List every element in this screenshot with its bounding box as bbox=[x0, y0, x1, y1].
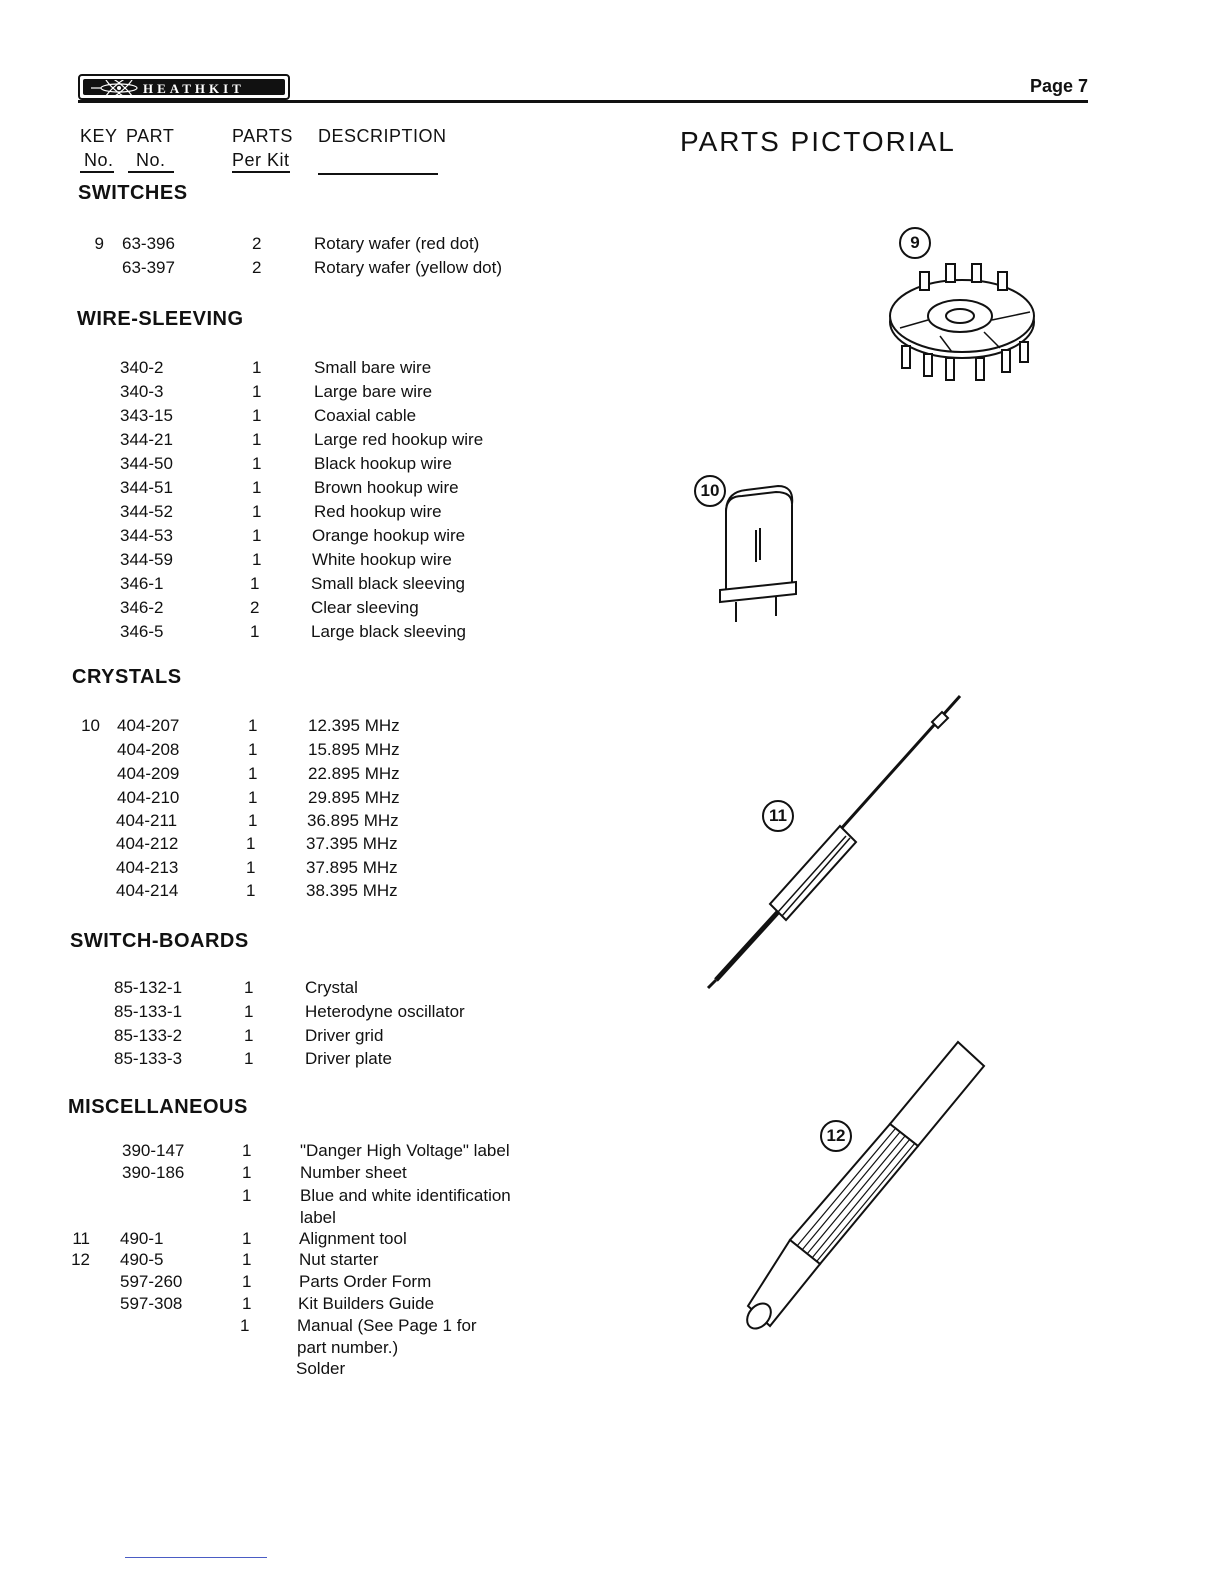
part-number: 344-53 bbox=[120, 526, 173, 545]
crystal-illustration bbox=[716, 482, 800, 627]
quantity: 1 bbox=[252, 454, 262, 473]
callout-12: 12 bbox=[820, 1120, 852, 1152]
description: White hookup wire bbox=[312, 550, 452, 569]
part-number: 340-3 bbox=[120, 382, 164, 401]
quantity: 1 bbox=[252, 526, 262, 545]
quantity: 1 bbox=[250, 574, 260, 593]
description: Brown hookup wire bbox=[314, 478, 459, 497]
col-parts-subheader: Per Kit bbox=[232, 150, 290, 170]
description: Small bare wire bbox=[314, 358, 432, 377]
description: Parts Order Form bbox=[299, 1272, 432, 1291]
col-key-header: KEY bbox=[80, 126, 118, 146]
description-underline bbox=[318, 173, 438, 175]
description: Large bare wire bbox=[314, 382, 433, 401]
nut-starter-illustration bbox=[740, 1038, 1000, 1338]
part-number: 390-186 bbox=[122, 1163, 185, 1182]
quantity: 1 bbox=[246, 834, 256, 853]
heathkit-logo bbox=[78, 74, 290, 100]
quantity: 1 bbox=[246, 881, 256, 900]
part-number: 344-50 bbox=[120, 454, 173, 473]
col-part-header: PART bbox=[126, 126, 175, 146]
part-number: 346-5 bbox=[120, 622, 164, 641]
description: Black hookup wire bbox=[314, 454, 452, 473]
description: Rotary wafer (red dot) bbox=[314, 234, 480, 253]
section-title: CRYSTALS bbox=[72, 666, 182, 688]
description: 22.895 MHz bbox=[308, 764, 400, 783]
quantity: 2 bbox=[252, 234, 262, 253]
part-number: 340-2 bbox=[120, 358, 164, 377]
part-number: 490-5 bbox=[120, 1250, 164, 1269]
description: 38.395 MHz bbox=[306, 881, 398, 900]
quantity: 1 bbox=[250, 622, 260, 641]
description: Crystal bbox=[305, 978, 358, 997]
part-number: 490-1 bbox=[120, 1229, 164, 1248]
description: Heterodyne oscillator bbox=[305, 1002, 465, 1021]
part-number: 343-15 bbox=[120, 406, 173, 425]
quantity: 1 bbox=[248, 788, 258, 807]
part-underline bbox=[128, 171, 174, 173]
description: Solder bbox=[296, 1359, 346, 1378]
section-title: WIRE-SLEEVING bbox=[77, 308, 244, 330]
quantity: 1 bbox=[242, 1186, 252, 1205]
alignment-tool-illustration bbox=[700, 690, 970, 990]
description: Driver plate bbox=[305, 1049, 392, 1068]
quantity: 2 bbox=[252, 258, 262, 277]
description: Clear sleeving bbox=[311, 598, 419, 617]
footer-link-rule bbox=[125, 1557, 267, 1558]
description: 37.395 MHz bbox=[306, 834, 398, 853]
description: Large black sleeving bbox=[311, 622, 466, 641]
part-number: 85-132-1 bbox=[114, 978, 183, 997]
part-number: 404-214 bbox=[116, 881, 179, 900]
description: Small black sleeving bbox=[311, 574, 466, 593]
part-number: 85-133-2 bbox=[114, 1026, 183, 1045]
part-number: 404-213 bbox=[116, 858, 179, 877]
part-number: 85-133-3 bbox=[114, 1049, 183, 1068]
description: Alignment tool bbox=[299, 1229, 407, 1248]
quantity: 1 bbox=[248, 764, 258, 783]
key-number: 10 bbox=[81, 716, 100, 735]
quantity: 2 bbox=[250, 598, 260, 617]
part-number: 63-396 bbox=[122, 234, 175, 253]
quantity: 1 bbox=[252, 550, 262, 569]
description: Rotary wafer (yellow dot) bbox=[314, 258, 503, 277]
part-number: 404-211 bbox=[116, 811, 178, 830]
description: Manual (See Page 1 for bbox=[297, 1316, 477, 1335]
description: 12.395 MHz bbox=[308, 716, 400, 735]
col-parts-header: PARTS bbox=[232, 126, 293, 146]
col-key-subheader: No. bbox=[84, 150, 114, 170]
quantity: 1 bbox=[252, 502, 262, 521]
part-number: 404-207 bbox=[117, 716, 180, 735]
quantity: 1 bbox=[242, 1250, 252, 1269]
quantity: 1 bbox=[242, 1141, 252, 1160]
quantity: 1 bbox=[240, 1316, 250, 1335]
quantity: 1 bbox=[248, 740, 258, 759]
description: 15.895 MHz bbox=[308, 740, 400, 759]
section-title: SWITCHES bbox=[78, 182, 188, 204]
quantity: 1 bbox=[242, 1229, 252, 1248]
quantity: 1 bbox=[252, 406, 262, 425]
part-number: 346-2 bbox=[120, 598, 164, 617]
part-number: 344-59 bbox=[120, 550, 173, 569]
rotary-wafer-illustration bbox=[880, 258, 1045, 388]
part-number: 344-52 bbox=[120, 502, 173, 521]
quantity: 1 bbox=[244, 978, 254, 997]
quantity: 1 bbox=[246, 858, 256, 877]
description: "Danger High Voltage" label bbox=[300, 1141, 510, 1160]
description: Orange hookup wire bbox=[312, 526, 466, 545]
header-rule bbox=[78, 100, 1088, 103]
description: Coaxial cable bbox=[314, 406, 417, 425]
part-number: 597-260 bbox=[120, 1272, 183, 1291]
callout-10: 10 bbox=[694, 475, 726, 507]
description: Kit Builders Guide bbox=[298, 1294, 435, 1313]
col-part-subheader: No. bbox=[136, 150, 166, 170]
key-number: 11 bbox=[72, 1229, 90, 1248]
part-number: 344-51 bbox=[120, 478, 173, 497]
part-number: 344-21 bbox=[120, 430, 173, 449]
description: Blue and white identification bbox=[300, 1186, 511, 1205]
key-underline bbox=[80, 171, 114, 173]
description: Number sheet bbox=[300, 1163, 407, 1182]
pictorial-title: PARTS PICTORIAL bbox=[680, 126, 956, 157]
description: Nut starter bbox=[299, 1250, 379, 1269]
quantity: 1 bbox=[252, 478, 262, 497]
description: 29.895 MHz bbox=[308, 788, 400, 807]
quantity: 1 bbox=[248, 811, 258, 830]
description: part number.) bbox=[297, 1338, 399, 1357]
callout-9: 9 bbox=[899, 227, 931, 259]
atom-logo-icon bbox=[89, 80, 139, 96]
quantity: 1 bbox=[242, 1272, 252, 1291]
parts-underline bbox=[232, 171, 290, 173]
description: Driver grid bbox=[305, 1026, 384, 1045]
part-number: 85-133-1 bbox=[114, 1002, 183, 1021]
part-number: 404-209 bbox=[117, 764, 180, 783]
description: label bbox=[300, 1208, 336, 1227]
description: Red hookup wire bbox=[314, 502, 442, 521]
quantity: 1 bbox=[242, 1163, 252, 1182]
callout-11: 11 bbox=[762, 800, 794, 832]
part-number: 63-397 bbox=[122, 258, 175, 277]
part-number: 404-208 bbox=[117, 740, 180, 759]
quantity: 1 bbox=[252, 358, 262, 377]
col-description-header: DESCRIPTION bbox=[318, 126, 447, 146]
section-title: MISCELLANEOUS bbox=[68, 1096, 248, 1118]
quantity: 1 bbox=[252, 382, 262, 401]
part-number: 597-308 bbox=[120, 1294, 183, 1313]
part-number: 390-147 bbox=[122, 1141, 185, 1160]
key-number: 9 bbox=[94, 234, 104, 253]
key-number: 12 bbox=[71, 1250, 90, 1269]
quantity: 1 bbox=[244, 1049, 254, 1068]
section-title: SWITCH-BOARDS bbox=[70, 930, 249, 952]
part-number: 404-212 bbox=[116, 834, 179, 853]
quantity: 1 bbox=[244, 1026, 254, 1045]
description: 36.895 MHz bbox=[307, 811, 399, 830]
description: 37.895 MHz bbox=[306, 858, 398, 877]
quantity: 1 bbox=[244, 1002, 254, 1021]
part-number: 404-210 bbox=[117, 788, 180, 807]
quantity: 1 bbox=[252, 430, 262, 449]
page-number: Page 7 bbox=[1030, 76, 1089, 96]
brand-name: HEATHKIT bbox=[143, 81, 245, 96]
quantity: 1 bbox=[248, 716, 258, 735]
quantity: 1 bbox=[242, 1294, 252, 1313]
part-number: 346-1 bbox=[120, 574, 164, 593]
description: Large red hookup wire bbox=[314, 430, 484, 449]
